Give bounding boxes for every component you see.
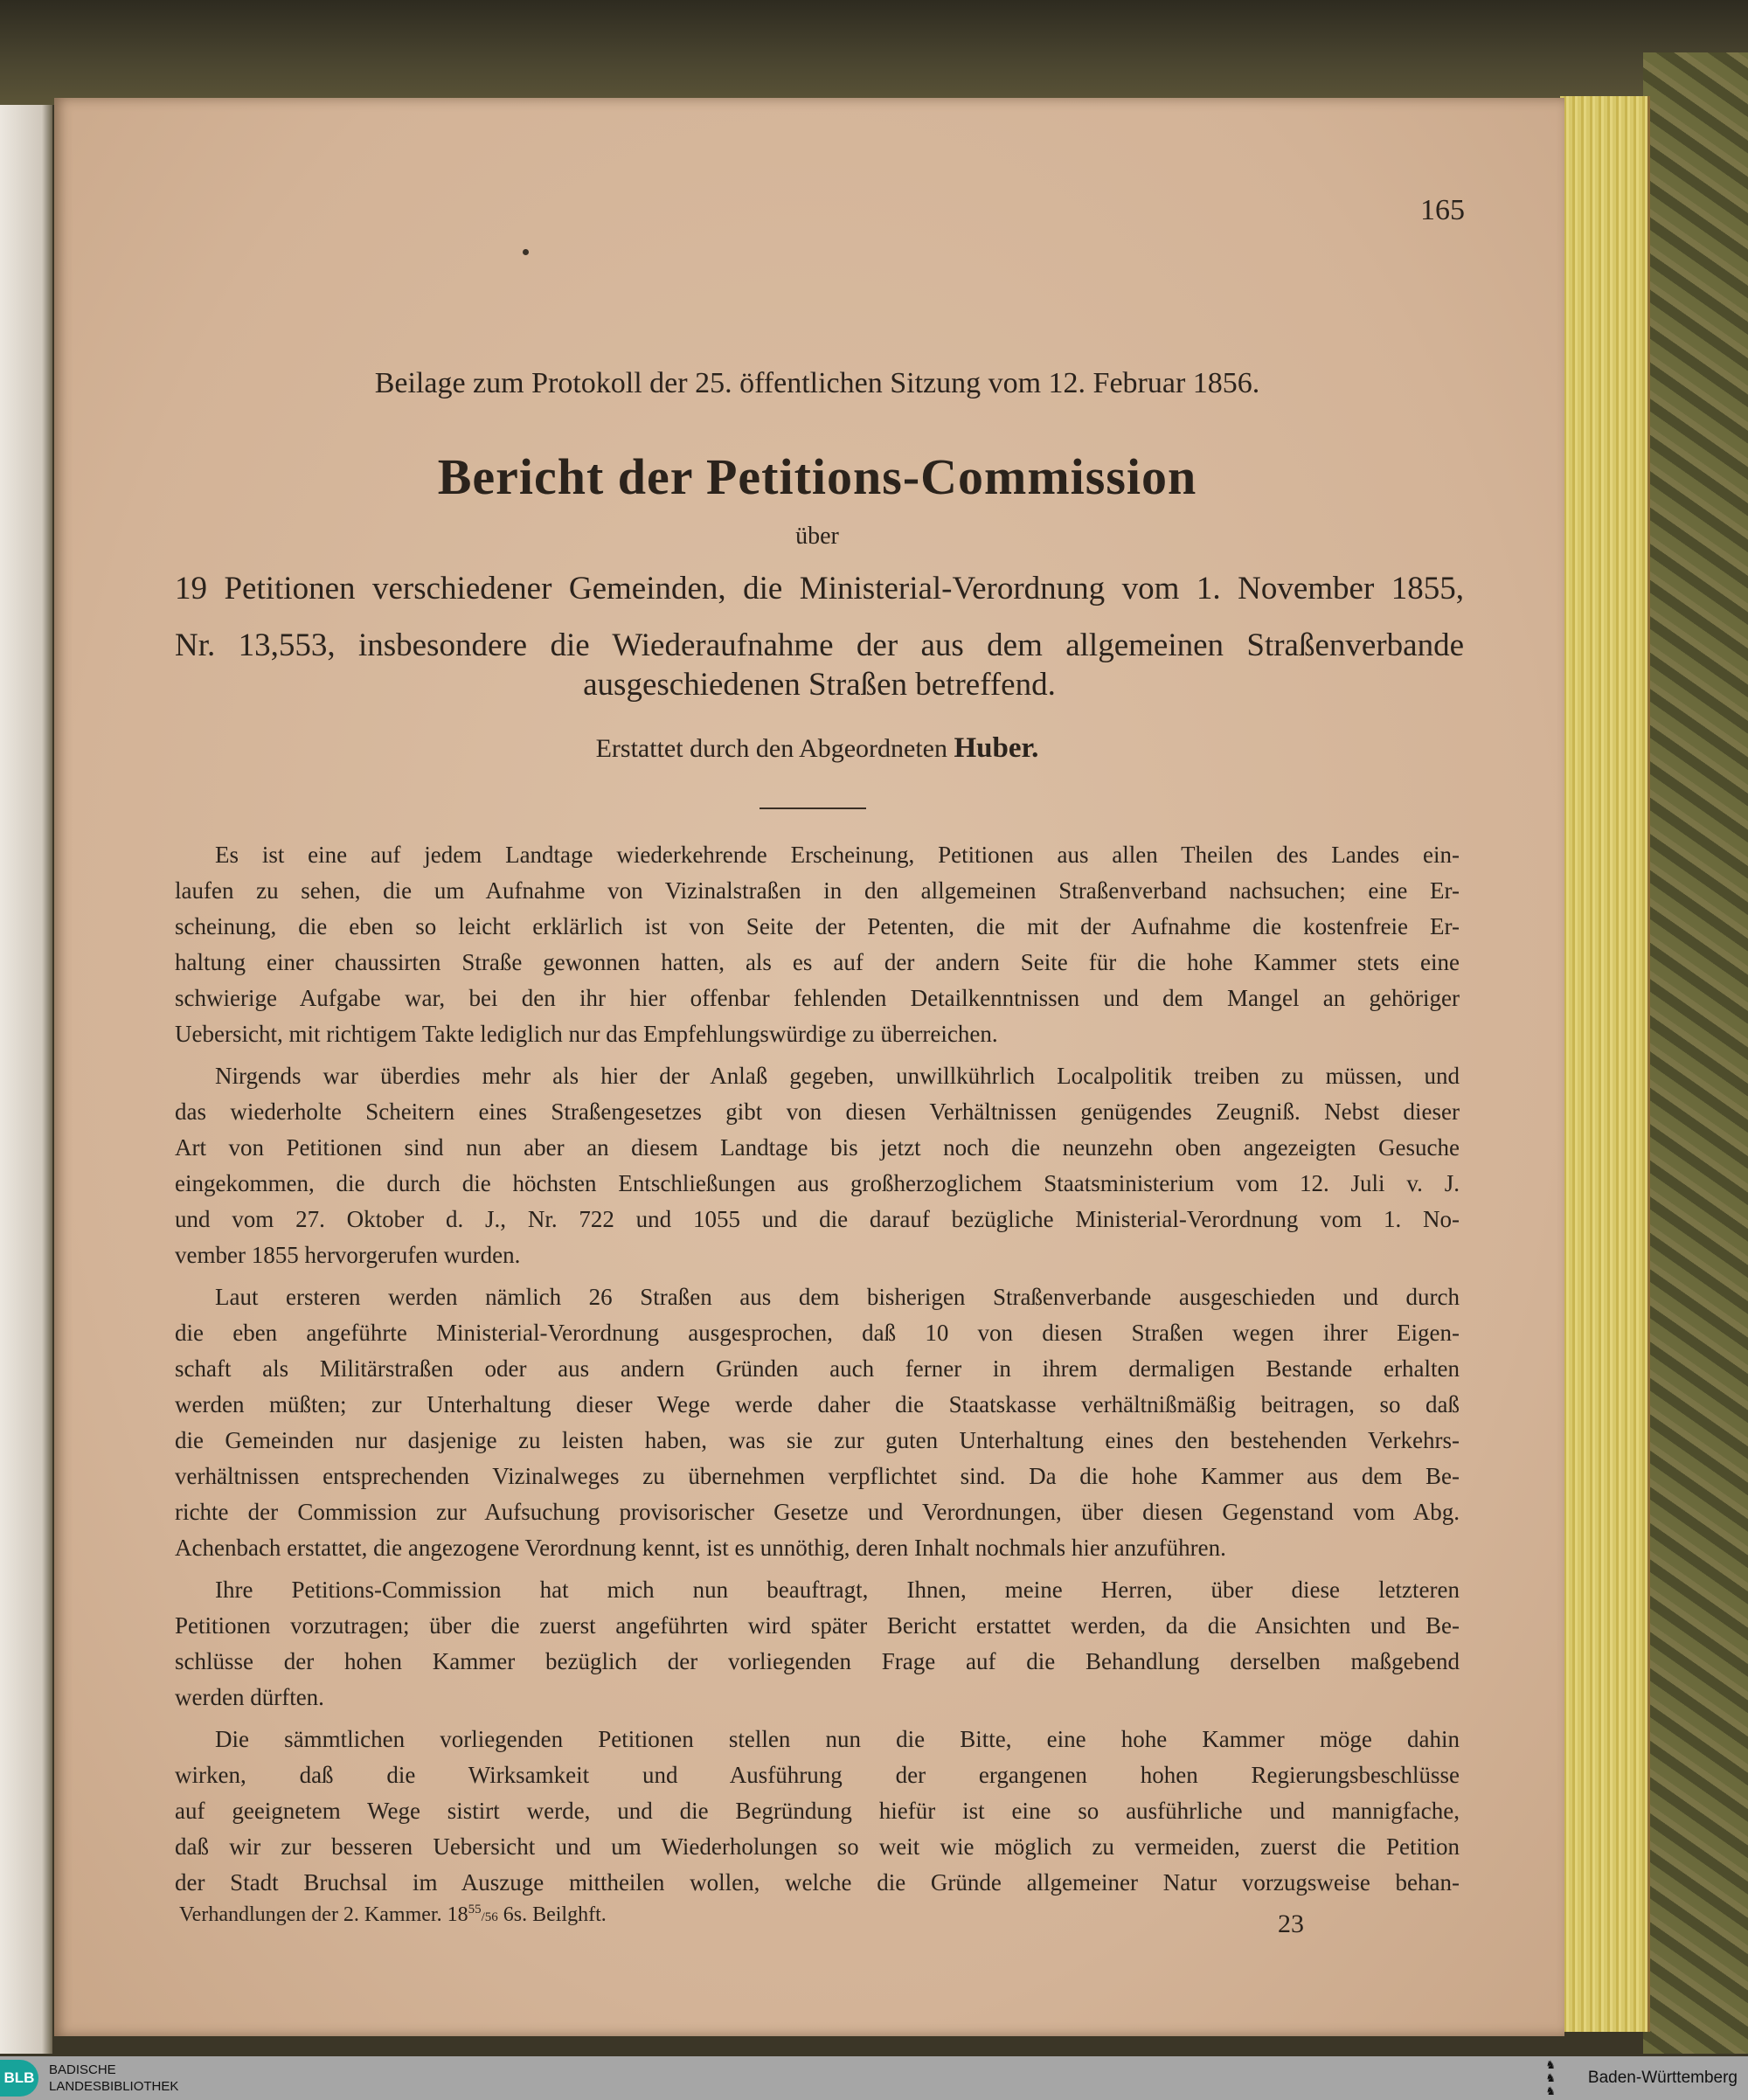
reporter-name: Huber. bbox=[954, 732, 1039, 764]
reported-by bbox=[0, 732, 1634, 765]
footer-note bbox=[179, 1902, 607, 1927]
footer-note-suffix: 6s. Beilghft. bbox=[497, 1903, 607, 1926]
document-title: Bericht der Petitions-Commission bbox=[437, 448, 1197, 505]
book-binding-top bbox=[0, 0, 1748, 105]
text-line: daß wir zur besseren Uebersicht und um Wiederholungen so weit wie möglich zu vermeiden, zuerst die Petition bbox=[175, 1833, 1460, 1860]
text-line: auf geeignetem Wege sistirt werde, und die Begründung hiefür ist eine so ausführliche und mannigfache, bbox=[175, 1798, 1460, 1824]
text-line: verhältnissen entsprechenden Vizinalweges zu übernehmen verpflichtet sind. Da die hohe Kammer aus dem Be- bbox=[175, 1463, 1460, 1489]
text-line: haltung einer chaussirten Straße gewonnen hatten, als es auf der andern Seite für die hohe Kammer stets eine bbox=[175, 949, 1460, 975]
subtitle-line: Nr. 13,553, insbesondere die Wiederaufnahme der aus dem allgemeinen Straßenverbande bbox=[175, 627, 1464, 663]
text-line: werden dürften. bbox=[175, 1684, 324, 1710]
text-line: und vom 27. Oktober d. J., Nr. 722 und 1055 und die darauf bezügliche Ministerial-Verordnung vom 1. No- bbox=[175, 1206, 1460, 1232]
text-line: Es ist eine auf jedem Landtage wiederkehrende Erscheinung, Petitionen aus allen Theilen des Landes ein- bbox=[215, 842, 1460, 868]
text-line: Art von Petitionen sind nun aber an diesem Landtage bis jetzt noch die neunzehn oben angezeigten Gesuche bbox=[175, 1134, 1460, 1161]
text-line: Die sämmtlichen vorliegenden Petitionen stellen nun die Bitte, eine hohe Kammer möge dahin bbox=[215, 1726, 1460, 1752]
text-line: eingekommen, die durch die höchsten Entschließungen aus großherzoglichem Staatsministerium vom 12. Juli v. J. bbox=[175, 1170, 1460, 1196]
text-line: werden müßten; zur Unterhaltung dieser Wege werde daher die Staatskasse verhältnißmäßig beitragen, so daß bbox=[175, 1391, 1460, 1417]
text-line: die Gemeinden nur dasjenige zu leisten haben, was sie zur guten Unterhaltung eines den bestehenden Verkehrs- bbox=[175, 1427, 1460, 1453]
text-line: Petitionen vorzutragen; über die zuerst angeführten wird später Bericht erstattet werden, da die Ansichten und Be- bbox=[175, 1612, 1460, 1639]
divider-rule bbox=[760, 807, 866, 809]
footer-note-sub: /56 bbox=[481, 1910, 498, 1924]
body-text bbox=[175, 837, 1460, 1907]
lions-coat-of-arms-icon: ♞ ♞ ♞ bbox=[1545, 2058, 1556, 2097]
paragraph bbox=[175, 1722, 1460, 1901]
page-number: 165 bbox=[1420, 194, 1465, 226]
reported-by-label: Erstattet durch den Abgeordneten bbox=[595, 734, 947, 763]
paragraph bbox=[175, 837, 1460, 1052]
text-line: schwierige Aufgabe war, bei den ihr hier offenbar fehlenden Detailkenntnissen und dem Mangel an gehöriger bbox=[175, 985, 1460, 1011]
library-name-line2: LANDESBIBLIOTHEK bbox=[49, 2079, 179, 2094]
text-line: Ihre Petitions-Commission hat mich nun beauftragt, Ihnen, meine Herren, über diese letzteren bbox=[215, 1577, 1460, 1603]
text-line: das wiederholte Scheitern eines Straßengesetzes gibt von diesen Verhältnissen genügendes Zeugniß. Nebst dieser bbox=[175, 1099, 1460, 1125]
text-line: schlüsse der hohen Kammer bezüglich der vorliegenden Frage auf die Behandlung derselben maßgebend bbox=[175, 1648, 1460, 1674]
text-line: wirken, daß die Wirksamkeit und Ausführung der ergangenen hohen Regierungsbeschlüsse bbox=[175, 1762, 1460, 1788]
baden-wuerttemberg-logo[interactable]: Baden-Württemberg bbox=[1587, 2069, 1738, 2087]
paragraph bbox=[175, 1279, 1460, 1566]
text-line: Laut ersteren werden nämlich 26 Straßen aus dem bisherigen Straßenverbande ausgeschieden und durch bbox=[215, 1284, 1460, 1310]
text-line: Achenbach erstattet, die angezogene Verordnung kennt, ist es unnöthig, deren Inhalt nochmals hier anzuführen. bbox=[175, 1535, 1226, 1561]
text-line: Nirgends war überdies mehr als hier der Anlaß gegeben, unwillkührlich Localpolitik treiben zu müssen, und bbox=[215, 1063, 1460, 1089]
subtitle-line: 19 Petitionen verschiedener Gemeinden, die Ministerial-Verordnung vom 1. November 1855, bbox=[175, 571, 1464, 606]
ink-spot bbox=[523, 249, 529, 255]
text-line: der Stadt Bruchsal im Auszuge mittheilen wollen, welche die Gründe allgemeiner Natur vorzugsweise behan- bbox=[175, 1869, 1460, 1896]
book-cover-edge bbox=[1643, 52, 1748, 2054]
text-line: die eben angeführte Ministerial-Verordnung ausgesprochen, daß 10 von diesen Straßen wegen ihrer Eigen- bbox=[175, 1320, 1460, 1346]
text-line: vember 1855 hervorgerufen wurden. bbox=[175, 1242, 521, 1268]
blb-logo[interactable]: BLB bbox=[0, 2060, 38, 2097]
footer-note-prefix: Verhandlungen der 2. Kammer. 18 bbox=[179, 1903, 468, 1926]
text-line: richte der Commission zur Aufsuchung provisorischer Gesetze und Verordnungen, über diesen Gegenstand vom Abg. bbox=[175, 1499, 1460, 1525]
paragraph bbox=[175, 1572, 1460, 1715]
viewer-footer-bar bbox=[0, 2056, 1748, 2100]
footer-note-sup: 55 bbox=[468, 1902, 482, 1916]
paragraph bbox=[175, 1058, 1460, 1273]
title-connector: über bbox=[795, 523, 839, 550]
library-name-line1: BADISCHE bbox=[49, 2062, 116, 2077]
subtitle-line: ausgeschiedenen Straßen betreffend. bbox=[583, 667, 1056, 703]
signature-mark: 23 bbox=[1278, 1909, 1304, 1938]
library-name[interactable] bbox=[49, 2062, 178, 2095]
text-line: Uebersicht, mit richtigem Takte lediglich nur das Empfehlungswürdige zu überreichen. bbox=[175, 1021, 998, 1047]
supplement-line: Beilage zum Protokoll der 25. öffentlichen Sitzung vom 12. Februar 1856. bbox=[374, 367, 1260, 399]
text-line: laufen zu sehen, die um Aufnahme von Vizinalstraßen in den allgemeinen Straßenverband nachsuchen; eine Er- bbox=[175, 877, 1460, 904]
text-line: scheinung, die eben so leicht erklärlich ist von Seite der Petenten, die mit der Aufnahme die kostenfreie Er- bbox=[175, 913, 1460, 939]
text-line: schaft als Militärstraßen oder aus andern Gründen auch ferner in ihrem dermaligen Bestande erhalten bbox=[175, 1355, 1460, 1382]
